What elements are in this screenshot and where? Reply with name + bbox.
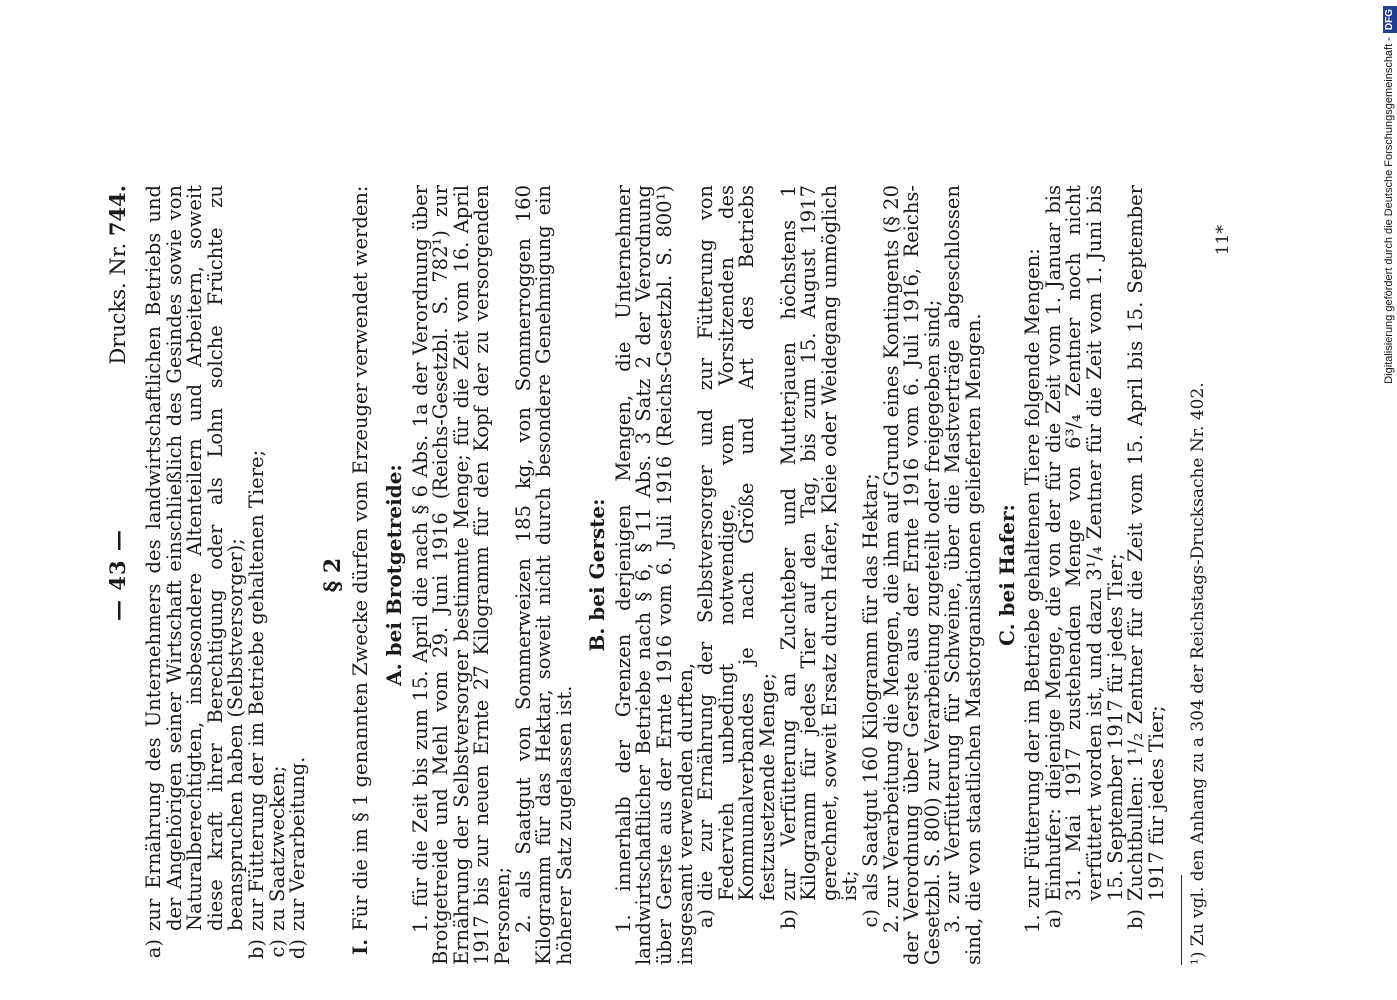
list-marker: a) [1041, 909, 1065, 929]
dfg-logo: DFG [1383, 6, 1397, 33]
list-marker: a) [694, 909, 718, 929]
list-item [1126, 185, 1167, 965]
subsection-heading-b: B. bei Gerste: [585, 498, 610, 652]
list-marker: c) [859, 909, 882, 928]
list-item [244, 185, 268, 965]
subsection-heading-c: C. bei Hafer: [994, 504, 1019, 646]
document-body [144, 185, 1234, 965]
list-text: als Saatgut 160 Kilogramm für das Hektar; [859, 473, 882, 901]
list-text: zur Verfütterung an Zuchteber und Mutterjauen höchstens 1 Kilogramm für jedes Tier auf den Tag, bis zum 15. August 1917 gerechnet, soweit Ersatz durch Hafer, Kleie oder Weidegang unmöglich ist; [776, 185, 862, 901]
paragraph: 2. als Saatgut von Sommerweizen 185 kg, von Sommerroggen 160 Kilogramm für das Hektar, soweit nicht durch besondere Genehmigung ein höherer Satz zugelassen ist. [511, 185, 576, 965]
intro-text: Für die im § 1 genannten Zwecke dürfen vom Erzeuger verwendet werden: [349, 185, 373, 931]
list-marker: c) [265, 939, 289, 958]
list-item [144, 185, 247, 965]
list-text: zur Verarbeitung. [286, 756, 310, 931]
list-marker: d) [286, 939, 310, 960]
paragraph: 1. für die Zeit bis zum 15. April die nach § 6 Abs. 1a der Verordnung über Brotgetreide und Mehl vom 29. Juni 1916 (Reichs-Gesetzbl. S. 782¹) zur Ernährung der Selbstversorger bestimmte Menge; für die Zeit vom 16. April 1917 bis zur neuen Ernte 27 Kilogramm für den Kopf der zu versorgenden Personen; [408, 185, 514, 965]
dfg-funding-notice [1382, 6, 1396, 994]
paragraph: 1. innerhalb der Grenzen derjenigen Mengen, die Unternehmer landwirtschaftlicher Betriebe nach § 6, § 11 Abs. 3 Satz 2 der Verordnung über Gerste aus der Ernte 1916 vom 6. Juli 1916 (Reichs-Gesetzbl. S. 800¹) insgesamt verwenden durften, [611, 185, 697, 965]
list-item [776, 185, 862, 965]
paragraph: 2. zur Verarbeitung die Mengen, die ihm auf Grund eines Kontingents (§ 20 der Verordnung über Gerste aus der Ernte 1916 vom 6. Juli 1916, Reichs-Gesetzbl. S. 800) zur Verarbeitung zugeteilt oder freigegeben sind; [879, 185, 944, 965]
list-text: Einhufer: diejenige Menge, die von der für die Zeit vom 1. Januar bis 31. Mai 1917 zustehenden Menge von 6³/₄ Zentner noch nicht verfüttert worden ist, und dazu 3¹/₄ Zentner für die Zeit vom 1. Juni bis 15. September 1917 für jedes Tier; [1041, 185, 1127, 901]
rotated-document-page [106, 185, 1326, 965]
list-text: die zur Ernährung der Selbstversorger und zur Fütterung von Federvieh unbedingt notwendige, vom Vorsitzenden des Kommunalverbandes je nach Größe und Art des Betriebs festzusetzende Menge; [694, 185, 780, 901]
list-item [696, 185, 778, 965]
subsection-heading-a: A. bei Brotgetreide: [381, 464, 406, 686]
dfg-notice-text: Digitalisierung gefördert durch die Deutsche Forschungsgemeinschaft - [1383, 37, 1395, 384]
list-marker: b) [244, 939, 268, 960]
drucksache-number: 744. [105, 185, 130, 237]
list-marker: b) [1124, 909, 1148, 930]
paragraph: 3. zur Verfütterung für Schweine, über die Mastverträge abgeschlossen sind, die von staatlichen Mastorganisationen gelieferten Mengen. [941, 185, 985, 965]
list-text: zur Fütterung der im Betriebe gehaltenen Tiere; [244, 449, 268, 931]
drucksache-label: Drucks. Nr. [106, 242, 130, 365]
list-item [861, 185, 882, 965]
page-number: — 43 — [105, 529, 130, 621]
footnote-divider [1181, 875, 1182, 965]
list-text: zur Ernährung des Unternehmers des landwirtschaftlichen Betriebs und der Angehörigen seiner Wirtschaft einschließlich des Gesindes sowie von Naturalberechtigten, insbesondere Altenteilern und Arbeitern, soweit diese kraft ihrer Berechtigung oder als Lohn solche Früchte zu beanspruchen haben (Selbstversorger); [142, 185, 248, 931]
page-header [106, 185, 134, 965]
section-heading: § 2 [319, 557, 346, 593]
list-text: zu Saatzwecken; [265, 765, 289, 931]
list-text: Zuchtbullen: 1¹/₂ Zentner für die Zeit vom 15. April bis 15. September 1917 für jedes Tier; [1124, 185, 1168, 901]
list-item [265, 185, 289, 965]
list-item [1041, 185, 1127, 965]
signature-mark: 11* [1212, 225, 1233, 256]
footnote: ¹) Zu vgl. den Anhang zu a 304 der Reichstags-Drucksache Nr. 402. [1188, 382, 1209, 965]
drucksache-reference [105, 185, 130, 365]
list-marker: b) [776, 909, 800, 930]
paragraph: 1. zur Fütterung der im Betriebe gehaltenen Tiere folgende Mengen: [1021, 248, 1045, 933]
section-intro [351, 185, 372, 965]
list-marker: a) [142, 939, 165, 959]
roman-numeral: I. [349, 939, 373, 955]
list-item [288, 185, 309, 965]
